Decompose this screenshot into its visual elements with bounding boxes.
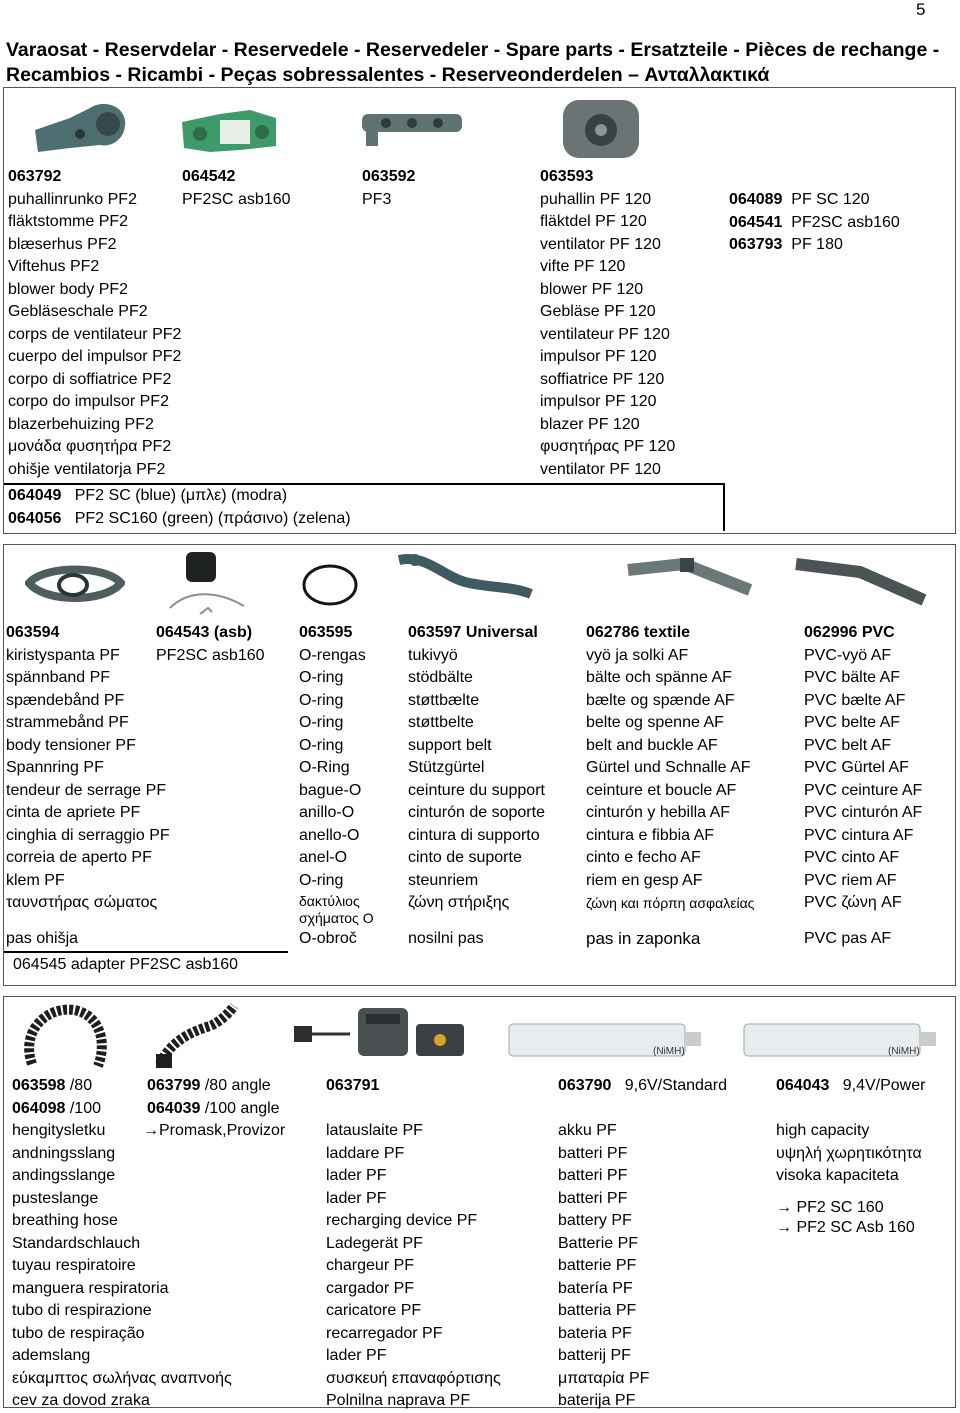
translation: high capacity (776, 1122, 870, 1139)
pvc-belt-image (790, 550, 930, 610)
translation: ταυνστήρας σώματος (6, 894, 158, 911)
translation: laddare PF (326, 1144, 405, 1162)
translation: O-ring (299, 871, 344, 889)
adapter-footer: 064545 adapter PF2SC asb160 (13, 956, 239, 973)
battery-power-image (740, 1014, 940, 1066)
translation: ademslang (12, 1347, 91, 1364)
translation: batteri PF (558, 1167, 628, 1184)
translation: manguera respiratoria (12, 1279, 169, 1297)
part-code: 063593 (540, 168, 594, 185)
adapter-asb-image (160, 548, 250, 620)
code-row: 063598 /80 (12, 1077, 93, 1094)
translation: support belt (408, 736, 492, 754)
divider (723, 483, 725, 531)
pvc-belt-column (804, 622, 922, 915)
translation: blæserhus PF2 (8, 235, 117, 253)
blower-body-pf2sc-image (180, 92, 280, 160)
translation: ventilator PF 120 (540, 235, 661, 253)
translation: PVC Gürtel AF (804, 759, 909, 776)
nimh-label: (NiMH) (653, 1046, 685, 1057)
battery-standard-image (505, 1014, 705, 1066)
translation: μονάδα φυσητήρα PF2 (8, 438, 172, 455)
blower-body-pf2-column (8, 166, 181, 481)
part-code: 064542 (182, 168, 236, 185)
code-row: 064098 /100 (12, 1099, 101, 1117)
translation: Batterie PF (558, 1234, 639, 1252)
variant-row: 064049 PF2 SC (blue) (μπλε) (modra) (8, 487, 288, 504)
page-title: Varaosat - Reservdelar - Reservedele - Reservedeler - Spare parts - Ersatzteile - Pièces de rechange - Recambios - Ricambi - Peças sobressalentes - Reserveonderdelen – Ανταλλακτικά (6, 39, 940, 86)
translation: puhallinrunko PF2 (8, 190, 137, 208)
translation: kiristyspanta PF (6, 646, 120, 664)
translation: PVC-vyö AF (804, 646, 892, 664)
translation: battery PF (558, 1212, 632, 1229)
angle-hose-image (150, 1002, 240, 1072)
translation: ceinture et boucle AF (586, 781, 737, 799)
translation: O-Ring (299, 759, 350, 776)
translation: PVC cinturón AF (804, 804, 923, 821)
translation: Spannring PF (6, 759, 104, 776)
translation: tubo di respirazione (12, 1302, 152, 1319)
translation: bælte og spænde AF (586, 691, 735, 709)
translation: spännband PF (6, 669, 111, 686)
compatibility-note: → PF2 SC Asb 160 (776, 1219, 915, 1236)
battery-power-compatibility (776, 1198, 915, 1238)
compatibility-note: →Promask,Provizor (143, 1122, 286, 1139)
translation: blower PF 120 (540, 280, 644, 298)
code-row: 063790 9,6V/Standard (558, 1077, 728, 1094)
translation: cargador PF (326, 1279, 415, 1297)
part-code: 063594 (6, 624, 60, 641)
translation: PVC belt AF (804, 736, 892, 754)
translation: ζώνη στήριξης (408, 894, 510, 911)
translation: Standardschlauch (12, 1234, 141, 1252)
translation: bälte och spänne AF (586, 669, 732, 686)
translation: PVC cinto AF (804, 849, 900, 866)
translation: batería PF (558, 1279, 633, 1297)
translation: PVC bälte AF (804, 669, 901, 686)
translation: breathing hose (12, 1212, 118, 1229)
pvc-belt-last: PVC pas AF (804, 930, 892, 947)
battery-power-column (776, 1075, 925, 1188)
translation: συσκευή επαναφόρτισης (326, 1369, 501, 1387)
part-code: 063597 Universal (408, 624, 538, 641)
translation: PF3 (362, 190, 392, 208)
part-code: 063791 (326, 1077, 380, 1094)
translation: O-ring (299, 736, 344, 754)
translation: batteri PF (558, 1144, 628, 1162)
translation: cinturón de soporte (408, 804, 545, 821)
translation: blazer PF 120 (540, 415, 640, 433)
angle-hose-column (143, 1075, 286, 1143)
translation: støttbelte (408, 714, 474, 731)
translation: Gebläse PF 120 (540, 303, 656, 320)
blower-pf120-column (540, 166, 675, 481)
translation: PVC ζώνη AF (804, 894, 902, 911)
translation: cev za dovod zraka (12, 1392, 150, 1409)
translation: steunriem (408, 871, 479, 889)
translation: fläktdel PF 120 (540, 213, 647, 230)
part-code: 062996 PVC (804, 624, 895, 641)
blower-body-pf3-image (360, 92, 464, 152)
support-belt-image (395, 546, 535, 606)
translation: belte og spenne AF (586, 714, 724, 731)
translation: υψηλή χωρητικότητα (776, 1144, 922, 1162)
translation: akku PF (558, 1122, 617, 1139)
translation: tubo de respiração (12, 1324, 145, 1342)
translation: cinto de suporte (408, 849, 522, 866)
translation: recarregador PF (326, 1324, 443, 1342)
translation: spændebånd PF (6, 691, 125, 709)
blower-color-variants (8, 485, 351, 530)
translation: tendeur de serrage PF (6, 781, 167, 799)
translation: recharging device PF (326, 1212, 478, 1229)
translation: Viftehus PF2 (8, 258, 100, 275)
textile-belt-column (586, 622, 754, 915)
translation: PF2SC asb160 (182, 190, 291, 208)
charger-column (326, 1075, 501, 1413)
translation: corpo di soffiatrice PF2 (8, 370, 172, 388)
part-code: 064543 (asb) (156, 624, 253, 641)
translation: O-ring (299, 691, 344, 709)
translation: riem en gesp AF (586, 871, 703, 889)
code-row: 063799 /80 angle (147, 1077, 271, 1094)
translation: cinghia di serraggio PF (6, 826, 170, 844)
translation: latauslaite PF (326, 1122, 423, 1139)
breathing-hose-image (18, 1000, 110, 1072)
translation: batteri PF (558, 1189, 628, 1207)
translation: soffiatrice PF 120 (540, 370, 665, 388)
translation: O-ring (299, 669, 344, 686)
translation: belt and buckle AF (586, 736, 718, 754)
translation: ζώνη και πόρπη ασφαλείας (586, 895, 755, 911)
translation: body tensioner PF (6, 736, 136, 754)
translation: stödbälte (408, 669, 473, 686)
translation: pusteslange (12, 1189, 99, 1207)
textile-belt-image (624, 550, 754, 606)
translation: O-ring (299, 714, 344, 731)
translation: chargeur PF (326, 1257, 415, 1274)
blower-body-pf2sc-column (182, 166, 291, 211)
translation: baterija PF (558, 1392, 636, 1409)
textile-belt-last: pas in zaponka (586, 929, 701, 948)
translation: O-rengas (299, 646, 366, 664)
translation: caricatore PF (326, 1302, 422, 1319)
translation: ventilator PF 120 (540, 460, 661, 478)
translation: φυσητήρας PF 120 (540, 438, 676, 455)
variant-row: 064056 PF2 SC160 (green) (πράσινο) (zelena) (8, 509, 351, 527)
page-number: 5 (916, 0, 926, 19)
translation: tukivyö (408, 646, 458, 664)
blower-body-pf2-image (30, 90, 130, 162)
o-ring-column (299, 622, 366, 892)
translation: PVC cintura AF (804, 826, 914, 844)
translation: cinturón y hebilla AF (586, 804, 731, 821)
blower-body-pf3-column (362, 166, 415, 211)
translation: correia de aperto PF (6, 849, 152, 866)
translation: cuerpo del impulsor PF2 (8, 348, 182, 365)
o-ring-image (298, 560, 362, 610)
translation: cinta de apriete PF (6, 804, 141, 821)
translation: PVC bælte AF (804, 691, 906, 709)
translation: ventilateur PF 120 (540, 325, 670, 343)
translation: vyö ja solki AF (586, 646, 689, 664)
translation: εύκαμπτος σωλήνας αναπνοής (12, 1369, 232, 1387)
nimh-label: (NiMH) (888, 1046, 920, 1057)
translation: impulsor PF 120 (540, 393, 657, 410)
adapter-asb-column (156, 622, 265, 667)
translation: andingsslange (12, 1167, 116, 1184)
translation: lader PF (326, 1167, 387, 1184)
translation: bateria PF (558, 1324, 632, 1342)
o-ring-last: O-obroč (299, 930, 357, 947)
translation: batterie PF (558, 1257, 637, 1274)
translation: PVC riem AF (804, 871, 897, 889)
part-code: 063595 (299, 624, 353, 641)
translation: ohišje ventilatorja PF2 (8, 460, 166, 478)
translation: blazerbehuizing PF2 (8, 415, 154, 433)
variant-row: 063793 PF 180 (729, 236, 843, 253)
translation: bague-O (299, 781, 362, 799)
translation: corps de ventilateur PF2 (8, 325, 182, 343)
charger-image (290, 1004, 470, 1070)
translation: cinto e fecho AF (586, 849, 701, 866)
translation: Gebläseschale PF2 (8, 303, 148, 320)
part-code: 063592 (362, 168, 416, 185)
translation: batterij PF (558, 1347, 631, 1364)
o-ring-greek: δακτύλιος σχήματος O (299, 893, 374, 926)
translation: vifte PF 120 (540, 258, 626, 275)
translation: anillo-O (299, 804, 355, 821)
translation: μπαταρία PF (558, 1369, 650, 1387)
support-belt-column (408, 622, 545, 915)
translation: batteria PF (558, 1302, 637, 1319)
translation: støttbælte (408, 691, 480, 709)
battery-standard-column (558, 1075, 727, 1413)
support-belt-last: nosilni pas (408, 930, 484, 947)
translation: PF2SC asb160 (156, 646, 265, 664)
translation: fläktstomme PF2 (8, 213, 129, 230)
translation: cintura di supporto (408, 826, 540, 844)
translation: anello-O (299, 826, 360, 844)
translation: tuyau respiratoire (12, 1257, 136, 1274)
code-row: 064043 9,4V/Power (776, 1077, 926, 1094)
translation: Polnilna naprava PF (326, 1392, 471, 1409)
compatibility-note: → PF2 SC 160 (776, 1199, 884, 1216)
translation: PVC belte AF (804, 714, 901, 731)
translation: strammebånd PF (6, 714, 129, 731)
translation: corpo do impulsor PF2 (8, 393, 169, 410)
body-tensioner-column (6, 622, 170, 915)
code-row: 064039 /100 angle (147, 1099, 280, 1117)
translation: cintura e fibbia AF (586, 826, 715, 844)
translation: impulsor PF 120 (540, 348, 657, 365)
blower-variants-column (729, 189, 900, 257)
blower-pf120-image (545, 92, 655, 164)
translation: PVC ceinture AF (804, 781, 923, 799)
translation: Ladegerät PF (326, 1234, 423, 1252)
translation: visoka kapaciteta (776, 1167, 899, 1184)
translation: anel-O (299, 849, 348, 866)
translation: hengitysletku (12, 1122, 106, 1139)
translation: ceinture du support (408, 781, 545, 799)
body-tensioner-last: pas ohišja (6, 930, 79, 947)
translation: andningsslang (12, 1144, 116, 1162)
variant-row: 064541 PF2SC asb160 (729, 213, 900, 231)
translation: lader PF (326, 1347, 387, 1364)
part-code: 063792 (8, 168, 62, 185)
part-code: 062786 textile (586, 624, 691, 641)
translation: Gürtel und Schnalle AF (586, 759, 751, 776)
translation: blower body PF2 (8, 280, 129, 298)
variant-row: 064089 PF SC 120 (729, 191, 870, 208)
translation: klem PF (6, 871, 65, 889)
translation: lader PF (326, 1189, 387, 1207)
translation: puhallin PF 120 (540, 190, 652, 208)
translation: Stützgürtel (408, 759, 485, 776)
divider (4, 951, 288, 953)
body-tensioner-image (25, 555, 125, 615)
